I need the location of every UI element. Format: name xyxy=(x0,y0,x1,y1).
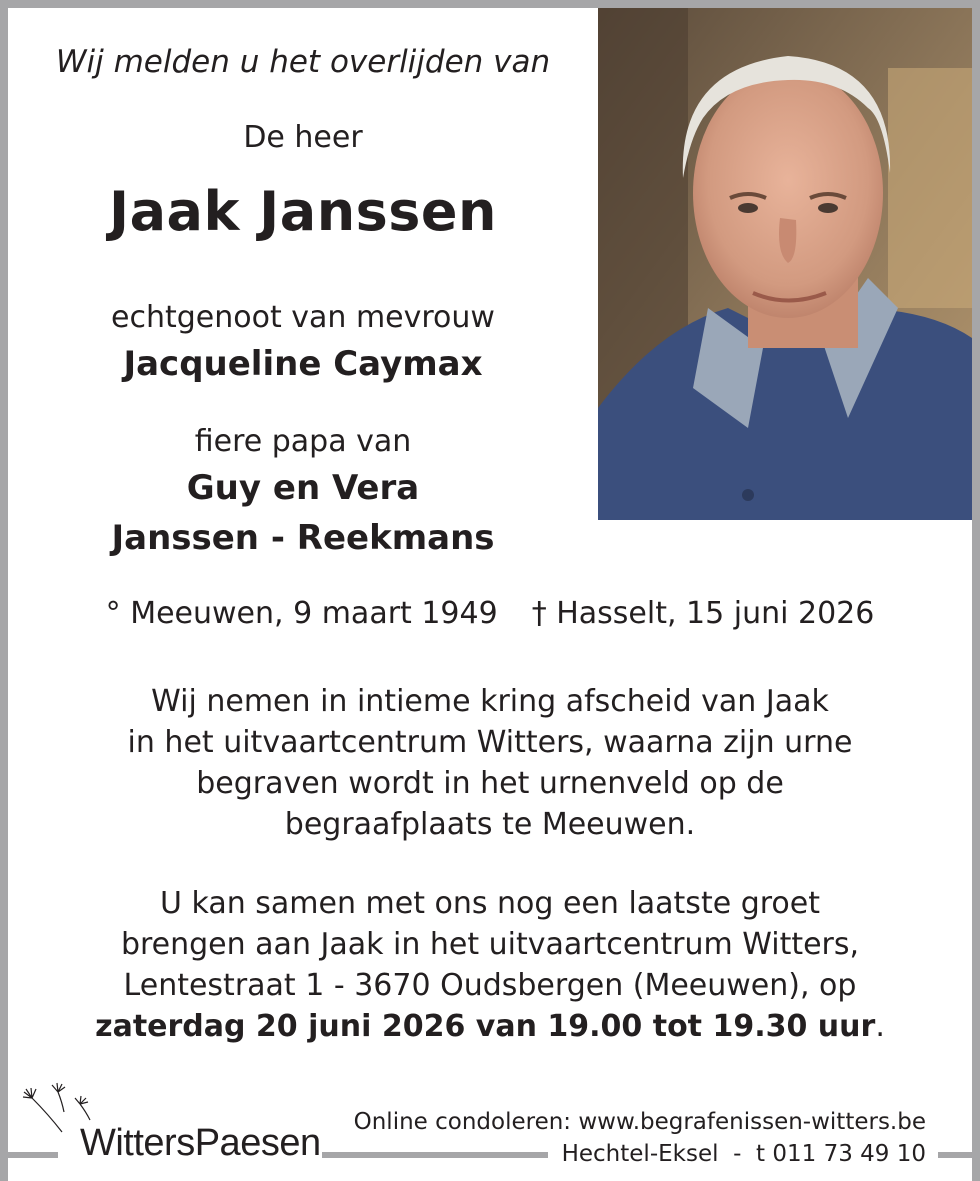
footer-divider-left xyxy=(0,1152,58,1158)
visitation-paragraph xyxy=(8,883,972,1047)
spouse-label: echtgenoot van mevrouw xyxy=(111,300,495,335)
portrait-photo xyxy=(598,8,972,520)
visitation-time-line xyxy=(8,1006,972,1047)
ceremony-line: begraafplaats te Meeuwen. xyxy=(284,807,696,842)
visitation-line: brengen aan Jaak in het uitvaartcentrum Witters, xyxy=(120,927,860,962)
footer-divider-right xyxy=(938,1152,980,1158)
deceased-name: Jaak Janssen xyxy=(108,180,497,243)
contact-info: Hechtel-Eksel - t 011 73 49 10 xyxy=(561,1141,926,1167)
intro-text: Wij melden u het overlijden van xyxy=(55,44,551,80)
salutation: De heer xyxy=(243,120,363,155)
death-date: † Hasselt, 15 juni 2026 xyxy=(531,596,875,631)
ceremony-line: in het uitvaartcentrum Witters, waarna zijn urne xyxy=(127,725,853,760)
visitation-line: Lentestraat 1 - 3670 Oudsbergen (Meeuwen), op xyxy=(123,968,857,1003)
children-names: Guy en Vera xyxy=(186,468,420,508)
footer-contact xyxy=(354,1106,926,1170)
spouse-name: Jacqueline Caymax xyxy=(123,344,483,384)
ceremony-paragraph xyxy=(8,681,972,845)
visitation-time-suffix: . xyxy=(875,1009,885,1044)
life-dates xyxy=(8,596,972,631)
children-surnames: Janssen - Reekmans xyxy=(111,518,495,558)
visitation-time: zaterdag 20 juni 2026 van 19.00 tot 19.30 uur xyxy=(95,1009,876,1044)
ceremony-line: Wij nemen in intieme kring afscheid van Jaak xyxy=(151,684,829,719)
condolence-link[interactable]: Online condoleren: www.begrafenissen-witters.be xyxy=(353,1109,926,1135)
visitation-line: U kan samen met ons nog een laatste groet xyxy=(160,886,820,921)
ceremony-line: begraven wordt in het urnenveld op de xyxy=(196,766,784,801)
company-logo: WittersPaesen xyxy=(80,1122,321,1164)
birth-date: ° Meeuwen, 9 maart 1949 xyxy=(105,596,498,631)
children-label: fiere papa van xyxy=(194,424,412,459)
